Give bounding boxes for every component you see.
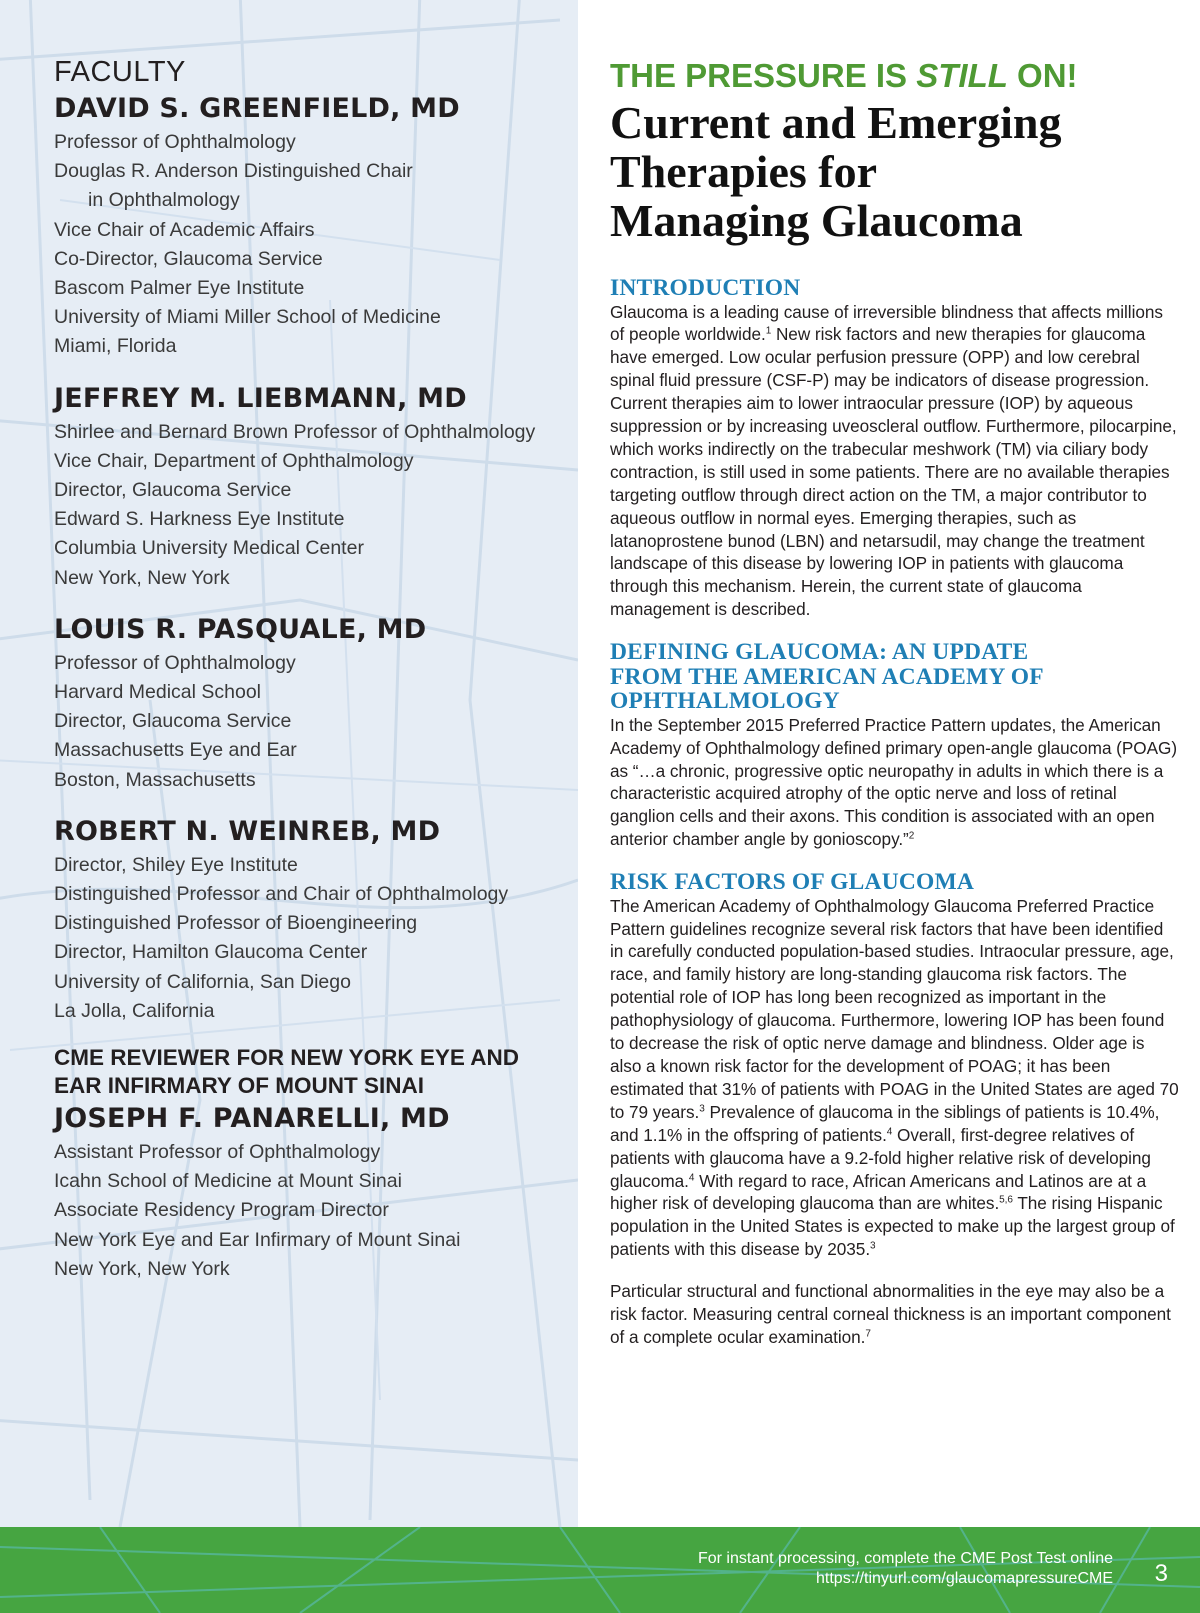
faculty-content xyxy=(54,54,574,1302)
faculty-name: LOUIS R. PASQUALE, MD xyxy=(54,613,427,645)
risk-paragraph-2 xyxy=(610,1280,1180,1349)
faculty-member xyxy=(54,90,574,362)
faculty-title-line: Director, Hamilton Glaucoma Center xyxy=(54,941,368,964)
faculty-title-line: Professor of Ophthalmology xyxy=(54,131,296,153)
faculty-title-line: La Jolla, California xyxy=(54,999,215,1022)
article-title-line: Managing Glaucoma xyxy=(610,195,1023,246)
faculty-name: ROBERT N. WEINREB, MD xyxy=(54,815,441,847)
text-run: The American Academy of Ophthalmology Glaucoma Preferred Practice Pattern guidelines recognize several risk factors that have been identified in carefully conducted population-based studies. Intraocular pressure, age, race, and family history are long-standing glaucoma risk factors. The potential role of IOP has long been recognized as important in the pathophysiology of glaucoma. Furthermore, lowering IOP has been found to decrease the risk of optic nerve damage and blindness. Older age is also a known risk factor for the development of POAG; it has been estimated that 31% of patients with POAG in the United States are aged 70 to 79 years. xyxy=(610,895,1179,1122)
faculty-title-line: Distinguished Professor of Bioengineering xyxy=(54,912,418,935)
faculty-title-line: Massachusetts Eye and Ear xyxy=(54,739,297,762)
faculty-title-line: New York, New York xyxy=(54,566,230,589)
text-run: In the September 2015 Preferred Practice Pattern updates, the American Academy of Ophthalmology defined primary open-angle glaucoma (POAG) as “…a chronic, progressive optic neuropathy in adults in which there is a characteristic acquired atrophy of the optic nerve and loss of retinal ganglion cells and their axons. This condition is associated with an open anterior chamber angle by gonioscopy.” xyxy=(610,714,1177,850)
article-title-line: Current and Emerging xyxy=(610,97,1062,148)
page-footer xyxy=(0,1527,1200,1613)
faculty-title-line: Professor of Ophthalmology xyxy=(54,651,296,674)
article-title-line: Therapies for xyxy=(610,146,878,197)
section-heading-risk-factors: RISK FACTORS OF GLAUCOMA xyxy=(610,869,975,896)
faculty-member xyxy=(54,611,574,795)
citation: 1 xyxy=(765,325,772,337)
citation: 4 xyxy=(688,1171,695,1183)
reviewer-name: JOSEPH F. PANARELLI, MD xyxy=(54,1103,450,1135)
citation: 5,6 xyxy=(999,1194,1013,1206)
faculty-member xyxy=(54,813,574,1026)
faculty-title-line: in Ophthalmology xyxy=(88,189,240,212)
citation: 4 xyxy=(886,1125,893,1137)
text-run: Prevalence of glaucoma in the siblings of patients is 10.4%, and 1.1% in the offspring of patients. xyxy=(610,1101,1160,1145)
reviewer-member xyxy=(54,1100,574,1284)
text-run: New risk factors and new therapies for glaucoma have emerged. Low ocular perfusion pressure (OPP) and low cerebral spinal fluid pressure (CSF-P) may be indicators of disease progression. Current therapies aim to lower intraocular pressure (IOP) by aqueous suppression or by increasing uveoscleral outflow. Furthermore, pilocarpine, which works indirectly on the trabecular meshwork (TM) via ciliary body contraction, is still used in some patients. There are no available therapies targeting outflow through direct action on the TM, a major contributor to aqueous outflow in normal eyes. Emerging therapies, such as latanoprostene bunod (LBN) and netarsudil, may change the treatment landscape of this disease by lowering IOP in patients with glaucoma through this mechanism. Herein, the current state of glaucoma management is described. xyxy=(610,324,1177,620)
faculty-title-line: Vice Chair, Department of Ophthalmology xyxy=(54,449,414,472)
faculty-title-line: University of Miami Miller School of Medicine xyxy=(54,306,441,329)
faculty-title-line: Director, Glaucoma Service xyxy=(54,710,292,733)
footer-text xyxy=(698,1549,1113,1589)
reviewer-heading-line: EAR INFIRMARY OF MOUNT SINAI xyxy=(54,1073,424,1099)
kicker-text: THE PRESSURE IS xyxy=(610,57,917,94)
faculty-panel xyxy=(0,0,578,1527)
faculty-title-line: Co-Director, Glaucoma Service xyxy=(54,247,323,270)
faculty-heading: FACULTY xyxy=(54,56,186,88)
page-number: 3 xyxy=(1154,1560,1168,1587)
reviewer-title-line: Associate Residency Program Director xyxy=(54,1199,389,1222)
citation: 3 xyxy=(699,1103,705,1115)
faculty-title-line: University of California, San Diego xyxy=(54,970,351,993)
section-heading-line: FROM THE AMERICAN ACADEMY OF xyxy=(610,663,1044,690)
faculty-member xyxy=(54,380,574,593)
reviewer-heading-line: CME REVIEWER FOR NEW YORK EYE AND xyxy=(54,1045,520,1071)
article-kicker xyxy=(610,56,1180,96)
citation: 7 xyxy=(865,1328,871,1340)
footer-instructions: For instant processing, complete the CME Post Test online xyxy=(697,1550,1113,1567)
faculty-title-line: Edward S. Harkness Eye Institute xyxy=(54,508,345,531)
faculty-name: DAVID S. GREENFIELD, MD xyxy=(54,93,460,124)
reviewer-title-line: New York Eye and Ear Infirmary of Mount Sinai xyxy=(54,1228,461,1251)
faculty-title-line: Columbia University Medical Center xyxy=(54,537,364,560)
section-heading-line: DEFINING GLAUCOMA: AN UPDATE xyxy=(610,639,1029,666)
section-heading-defining xyxy=(610,640,1180,714)
text-run: Particular structural and functional abnormalities in the eye may also be a risk factor. Measuring central corneal thickness is an important component of a complete ocular examination. xyxy=(610,1281,1171,1347)
section-heading-line: OPHTHALMOLOGY xyxy=(610,688,840,715)
faculty-title-line: Harvard Medical School xyxy=(54,681,262,704)
faculty-title-line: Miami, Florida xyxy=(54,335,177,358)
text-run: The rising Hispanic population in the United States is expected to make up the largest group of patients with this disease by 2035. xyxy=(610,1193,1175,1260)
faculty-title-line: Shirlee and Bernard Brown Professor of Ophthalmology xyxy=(54,420,536,443)
faculty-title-line: Boston, Massachusetts xyxy=(54,768,256,791)
kicker-emphasis: STILL xyxy=(916,57,1008,94)
faculty-name: JEFFREY M. LIEBMANN, MD xyxy=(54,382,467,414)
article-column xyxy=(610,56,1180,1368)
reviewer-title-line: Icahn School of Medicine at Mount Sinai xyxy=(54,1170,402,1193)
defining-paragraph xyxy=(610,714,1180,851)
footer-url-link[interactable]: https://tinyurl.com/glaucomapressureCME xyxy=(816,1570,1113,1587)
faculty-title-line: Director, Glaucoma Service xyxy=(54,479,292,502)
introduction-paragraph xyxy=(610,301,1180,622)
reviewer-title-line: New York, New York xyxy=(54,1257,230,1280)
citation: 2 xyxy=(908,830,915,842)
faculty-title-line: Vice Chair of Academic Affairs xyxy=(54,218,315,241)
article-title xyxy=(610,98,1180,245)
faculty-title-line: Distinguished Professor and Chair of Ophthalmology xyxy=(54,883,509,906)
reviewer-title-line: Assistant Professor of Ophthalmology xyxy=(54,1141,381,1164)
text-run: Glaucoma is a leading cause of irreversible blindness that affects millions of people worldwide. xyxy=(610,301,1163,345)
faculty-title-line: Douglas R. Anderson Distinguished Chair xyxy=(54,160,413,183)
text-run: With regard to race, African Americans and Latinos are at a higher risk of developing glaucoma than are whites. xyxy=(610,1170,1147,1214)
risk-paragraph xyxy=(610,895,1180,1262)
citation: 3 xyxy=(870,1240,876,1252)
faculty-title-line: Bascom Palmer Eye Institute xyxy=(54,277,305,300)
text-run: Overall, first-degree relatives of patients with glaucoma have a 9.2-fold higher relative risk of developing glaucoma. xyxy=(610,1124,1151,1191)
faculty-title-line: Director, Shiley Eye Institute xyxy=(54,853,298,876)
kicker-text-end: ON! xyxy=(1007,57,1078,94)
section-heading-introduction: INTRODUCTION xyxy=(610,275,801,301)
reviewer-heading xyxy=(54,1044,574,1100)
